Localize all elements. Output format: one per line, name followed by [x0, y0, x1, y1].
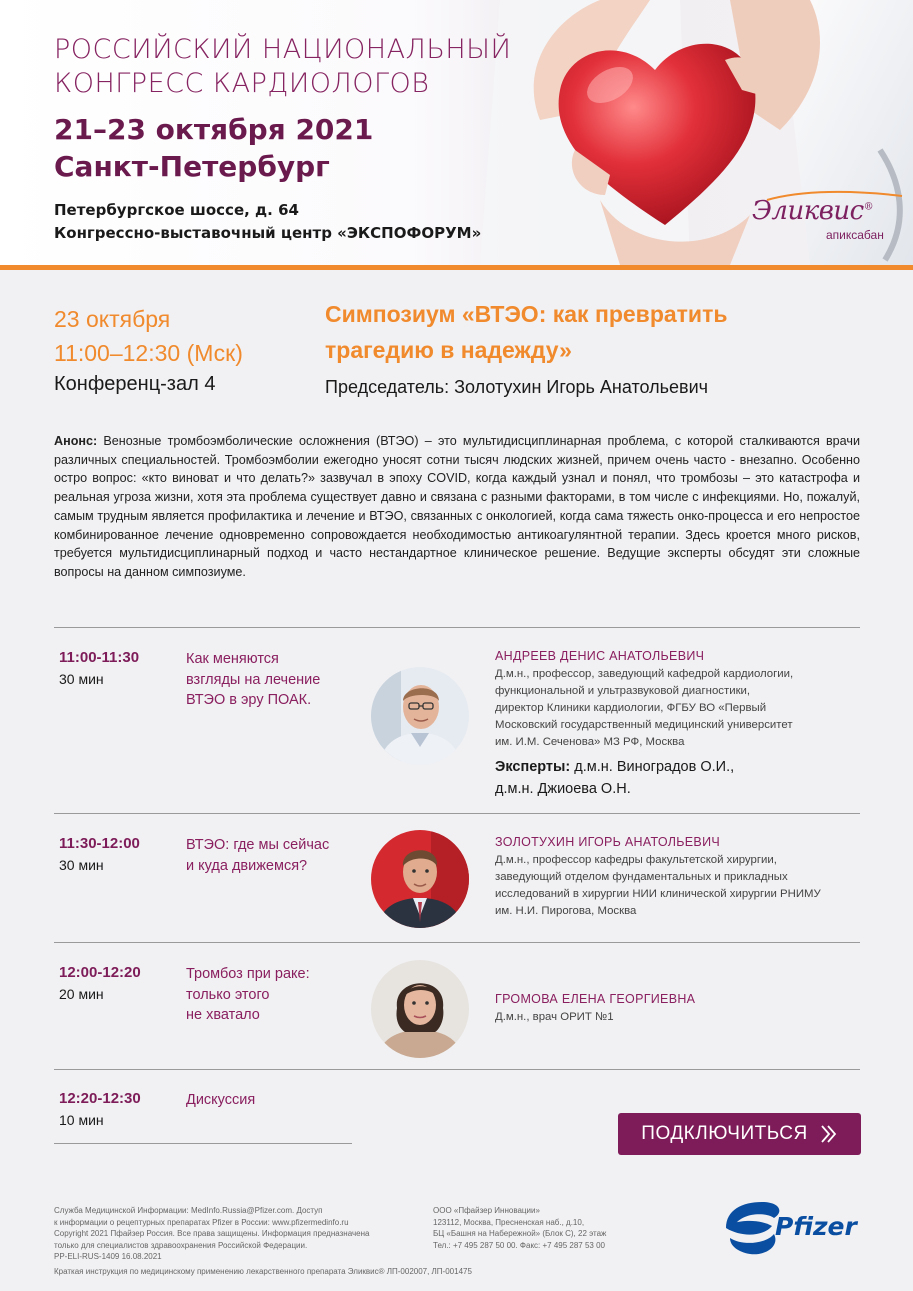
footer-line: PP-ELI-RUS-1409 16.08.2021	[54, 1252, 162, 1262]
experts-block	[495, 756, 855, 800]
topic-line: и куда движемся?	[186, 857, 308, 874]
slot-duration: 30 мин	[59, 671, 104, 687]
symposium-title-line1: Симпозиум «ВТЭО: как превратить	[325, 301, 728, 327]
program-divider	[54, 942, 860, 943]
slot-duration: 10 мин	[59, 1112, 104, 1128]
credential-line: им. И.М. Сеченова» МЗ РФ, Москва	[495, 736, 685, 748]
slot-topic	[186, 964, 361, 1026]
slot-duration: 20 мин	[59, 986, 104, 1002]
slot-time: 11:00-11:30	[59, 649, 140, 666]
credential-line: директор Клиники кардиологии, ФГБУ ВО «Первый	[495, 702, 767, 714]
slot-time: 11:30-12:00	[59, 835, 140, 852]
credential-line: Московский государственный медицинский университет	[495, 719, 793, 731]
footer-line: ООО «Пфайзер Инновации»	[433, 1206, 540, 1215]
footer-line: только для специалистов здравоохранения Российской Федерации.	[54, 1240, 308, 1250]
announcement	[54, 432, 860, 582]
announcement-label: Анонс:	[54, 434, 98, 448]
slot-topic	[186, 649, 361, 711]
announcement-text: Венозные тромбоэмболические осложнения (ВТЭО) – это мультидисциплинарная проблема, с которой сталкиваются врачи различных специальностей. Тромбоэмболии ежегодно уносят сотни тысяч людских жизней, причем очень часто - внезапно. Особенно остро вопрос: «кто виноват и что делать?» зазвучал в эпоху COVID, когда каждый узнал и понял, что тромбозы – это катастрофа и реальная угроза жизни, хотя эта проблема существует давно и связана с разными факторами, в том числе с инфекциями. Но, пожалуй, самым трудным является профилактика и лечение и ВТЭО, связанных с онкологией, когда сама тяжесть онко-процесса и его непростое комбинированное лечение одновременно сопровождается необходимостью антикоагулянтной терапии. Здесь кроется много рисков, требуется мультидисциплинарный подход и часто нестандартное клиническое решение. Ведущие эксперты обсудят эти сложные вопросы на данном симпозиуме.	[54, 434, 860, 579]
footer-line: Тел.: +7 495 287 50 00. Факс: +7 495 287 53 00	[433, 1240, 605, 1250]
slot-topic	[186, 835, 361, 876]
eliquis-logo	[752, 196, 902, 242]
congress-title-line1: РОССИЙСКИЙ НАЦИОНАЛЬНЫЙ	[54, 34, 512, 65]
address-line2: Конгрессно-выставочный центр «ЭКСПОФОРУМ»	[54, 224, 482, 242]
congress-address	[54, 199, 481, 245]
slot-topic	[186, 1090, 361, 1111]
symposium-chair	[325, 377, 708, 398]
footer-line: 123112, Москва, Пресненская наб., д.10,	[433, 1217, 585, 1227]
slot-duration: 30 мин	[59, 857, 104, 873]
topic-line: только этого	[186, 986, 270, 1003]
credential-line: исследований в хирургии НИИ клинической хирургии РНИМУ	[495, 888, 821, 900]
speaker-block	[495, 992, 855, 1026]
topic-line: взгляды на лечение	[186, 671, 321, 688]
speaker-portrait	[371, 667, 469, 765]
brand-mark: ®	[863, 201, 874, 213]
pfizer-wordmark: Pfizer	[775, 1212, 857, 1241]
speaker-credentials	[495, 1009, 855, 1026]
speaker-photo-andreev	[371, 667, 469, 765]
topic-line: не хватало	[186, 1007, 260, 1023]
congress-city: Санкт-Петербург	[54, 150, 330, 183]
congress-title-line2: КОНГРЕСС КАРДИОЛОГОВ	[54, 68, 430, 99]
topic-line: Дискуссия	[186, 1092, 256, 1108]
footer-line: Copyright 2021 Пфайзер Россия. Все права защищены. Информация предназначена	[54, 1229, 370, 1239]
footer-medinfo	[54, 1205, 404, 1263]
congress-date-range: 21–23 октября 2021	[54, 113, 374, 146]
program-divider	[54, 813, 860, 814]
speaker-credentials	[495, 852, 855, 920]
speaker-photo-gromova	[371, 960, 469, 1058]
footer-line: к информации о рецептурных препаратах Pfizer в России: www.pfizermedinfo.ru	[54, 1217, 349, 1227]
footer-line: Служба Медицинской Информации: MedInfo.Russia@Pfizer.com. Доступ	[54, 1206, 323, 1215]
session-datetime	[54, 302, 243, 370]
chair-name: Золотухин Игорь Анатольевич	[454, 377, 709, 397]
chair-label: Председатель:	[325, 377, 450, 397]
slot-time: 12:20-12:30	[59, 1090, 141, 1107]
session-hall: Конференц-зал 4	[54, 373, 216, 395]
speaker-name: ЗОЛОТУХИН ИГОРЬ АНАТОЛЬЕВИЧ	[495, 835, 720, 849]
congress-dates	[54, 111, 373, 185]
footer-company-address	[433, 1205, 693, 1251]
address-line1: Петербургское шоссе, д. 64	[54, 201, 299, 219]
speaker-credentials	[495, 666, 855, 751]
symposium-title	[325, 296, 885, 368]
slot-time: 12:00-12:20	[59, 964, 141, 981]
symposium-title-line2: трагедию в надежду»	[325, 337, 572, 363]
footer-line: БЦ «Башня на Набережной» (Блок С), 22 этаж	[433, 1229, 607, 1239]
logo-swoosh-icon	[762, 190, 912, 202]
connect-button-label: ПОДКЛЮЧИТЬСЯ	[641, 1123, 808, 1144]
speaker-block	[495, 835, 855, 920]
program-divider	[54, 627, 860, 628]
credential-line: заведующий отделом фундаментальных и прикладных	[495, 871, 788, 883]
credential-line: функциональной и ультразвуковой диагностики,	[495, 685, 751, 697]
program-divider	[54, 1069, 860, 1070]
congress-title	[54, 33, 524, 101]
footer-instruction-note: Краткая инструкция по медицинскому применению лекарственного препарата Эликвис® ЛП-002007, ЛП-001475	[54, 1267, 472, 1276]
speaker-photo-zolotukhin	[371, 830, 469, 928]
speaker-portrait	[371, 830, 469, 928]
expert-name: д.м.н. Виноградов О.И.,	[574, 759, 735, 775]
topic-line: ВТЭО в эру ПОАК.	[186, 692, 312, 708]
double-chevron-right-icon	[820, 1124, 838, 1144]
brand-subtitle: апиксабан	[826, 228, 884, 242]
credential-line: Д.м.н., профессор кафедры факультетской хирургии,	[495, 854, 777, 866]
brand-name-text: Эликвис	[752, 196, 864, 226]
topic-line: Как меняются	[186, 651, 279, 667]
session-time: 11:00–12:30 (Мск)	[54, 340, 243, 366]
speaker-portrait	[371, 960, 469, 1058]
experts-label: Эксперты:	[495, 759, 571, 775]
header-banner	[0, 0, 913, 265]
experts-line1	[495, 756, 855, 778]
speaker-name: ГРОМОВА ЕЛЕНА ГЕОРГИЕВНА	[495, 992, 696, 1006]
speaker-name: АНДРЕЕВ ДЕНИС АНАТОЛЬЕВИЧ	[495, 649, 705, 663]
topic-line: Тромбоз при раке:	[186, 966, 310, 982]
credential-line: Д.м.н., врач ОРИТ №1	[495, 1011, 614, 1023]
expert-name: д.м.н. Джиоева О.Н.	[495, 781, 631, 797]
credential-line: им. Н.И. Пирогова, Москва	[495, 905, 637, 917]
credential-line: Д.м.н., профессор, заведующий кафедрой кардиологии,	[495, 668, 794, 680]
topic-line: ВТЭО: где мы сейчас	[186, 837, 330, 853]
connect-button[interactable]	[618, 1113, 861, 1155]
program-end-line	[54, 1143, 352, 1144]
speaker-block	[495, 649, 855, 800]
session-date: 23 октября	[54, 306, 171, 332]
